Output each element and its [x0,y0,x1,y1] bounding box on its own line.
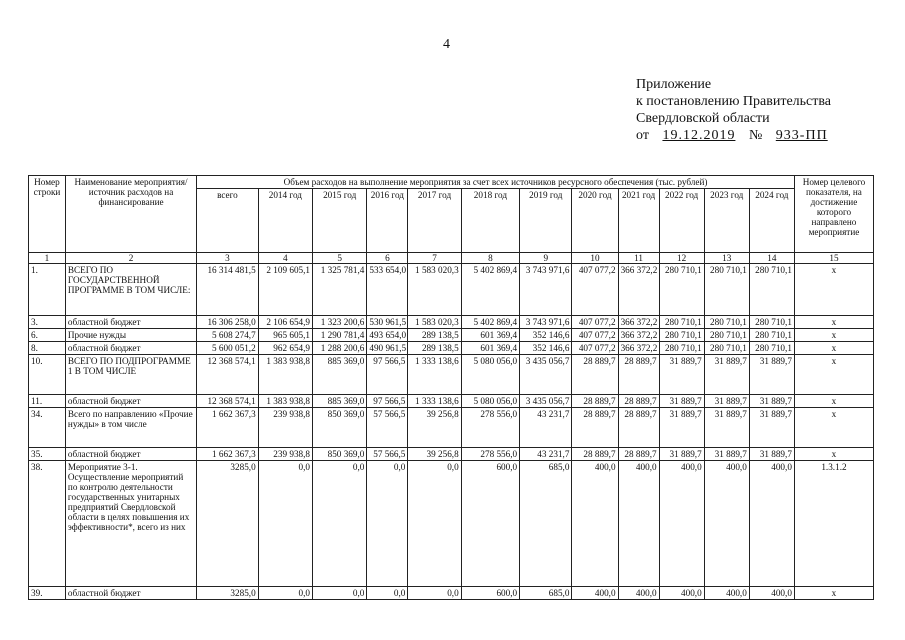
row-year-value-cell: 1 325 781,4 [313,264,367,316]
row-year-value-cell: 400,0 [618,461,659,587]
row-target-cell: x [794,264,873,316]
table-row [29,395,874,408]
header-year: 2022 год [659,189,704,253]
row-year-value-cell: 5 080 056,0 [461,395,519,408]
column-number: 7 [408,253,461,264]
header-year: 2021 год [618,189,659,253]
row-year-value-cell: 3 435 056,7 [520,395,572,408]
row-name-cell: Всего по направлению «Прочие нужды» в том числе [65,408,196,448]
column-number: 10 [572,253,618,264]
row-year-value-cell: 280 710,1 [704,342,749,355]
row-year-value-cell: 28 889,7 [618,408,659,448]
header-year: 2024 год [749,189,794,253]
row-year-value-cell: 1 383 938,8 [258,355,312,395]
row-year-value-cell: 280 710,1 [659,342,704,355]
column-number: 11 [618,253,659,264]
row-year-value-cell: 400,0 [659,587,704,600]
row-year-value-cell: 685,0 [520,587,572,600]
row-year-value-cell: 28 889,7 [618,448,659,461]
row-year-value-cell: 280 710,1 [704,264,749,316]
row-year-value-cell: 407 077,2 [572,342,618,355]
row-year-value-cell: 352 146,6 [520,342,572,355]
row-year-value-cell: 3 435 056,7 [520,355,572,395]
row-target-cell: x [794,448,873,461]
header-total: всего [197,189,259,253]
table-row [29,587,874,600]
row-year-value-cell: 0,0 [367,587,408,600]
decree-date: 19.12.2019 [662,128,736,143]
column-number: 12 [659,253,704,264]
row-year-value-cell: 289 138,5 [408,342,461,355]
row-number-cell: 35. [29,448,66,461]
row-year-value-cell: 493 654,0 [367,329,408,342]
row-year-value-cell: 600,0 [461,587,519,600]
row-year-value-cell: 885 369,0 [313,355,367,395]
row-year-value-cell: 400,0 [618,587,659,600]
column-number: 5 [313,253,367,264]
row-year-value-cell: 400,0 [704,461,749,587]
table-row [29,461,874,587]
row-year-value-cell: 31 889,7 [749,355,794,395]
row-year-value-cell: 239 938,8 [258,408,312,448]
row-number-cell: 34. [29,408,66,448]
table-row [29,264,874,316]
appendix-block [636,76,838,144]
row-total-cell: 12 368 574,1 [197,395,259,408]
row-year-value-cell: 2 109 605,1 [258,264,312,316]
row-number-cell: 10. [29,355,66,395]
row-name-cell: областной бюджет [65,395,196,408]
row-year-value-cell: 57 566,5 [367,408,408,448]
column-number: 2 [65,253,196,264]
column-number: 14 [749,253,794,264]
row-year-value-cell: 1 583 020,3 [408,264,461,316]
row-year-value-cell: 31 889,7 [749,448,794,461]
row-year-value-cell: 278 556,0 [461,408,519,448]
column-number-row [29,253,874,264]
row-year-value-cell: 57 566,5 [367,448,408,461]
row-number-cell: 8. [29,342,66,355]
column-number: 9 [520,253,572,264]
row-year-value-cell: 0,0 [408,461,461,587]
appendix-line-1: Приложение [636,77,712,92]
row-year-value-cell: 965 605,1 [258,329,312,342]
row-year-value-cell: 31 889,7 [749,395,794,408]
row-year-value-cell: 31 889,7 [659,408,704,448]
row-year-value-cell: 400,0 [749,587,794,600]
header-year: 2015 год [313,189,367,253]
row-number-cell: 1. [29,264,66,316]
row-year-value-cell: 289 138,5 [408,329,461,342]
row-name-cell: Мероприятие 3-1. Осуществление мероприятий по контролю деятельности государственных унитарных предприятий Свердловской области в целях повышения их эффективности*, всего из них [65,461,196,587]
row-year-value-cell: 0,0 [258,587,312,600]
row-year-value-cell: 5 402 869,4 [461,316,519,329]
row-year-value-cell: 366 372,2 [618,264,659,316]
row-target-cell: 1.3.1.2 [794,461,873,587]
row-year-value-cell: 28 889,7 [572,395,618,408]
row-year-value-cell: 1 583 020,3 [408,316,461,329]
row-total-cell: 12 368 574,1 [197,355,259,395]
row-year-value-cell: 1 323 200,6 [313,316,367,329]
table-row [29,355,874,395]
row-target-cell: x [794,355,873,395]
row-year-value-cell: 366 372,2 [618,316,659,329]
table-row [29,408,874,448]
row-total-cell: 1 662 367,3 [197,448,259,461]
table-row [29,342,874,355]
row-year-value-cell: 28 889,7 [618,395,659,408]
header-year: 2014 год [258,189,312,253]
row-year-value-cell: 3 743 971,6 [520,316,572,329]
row-year-value-cell: 400,0 [749,461,794,587]
row-year-value-cell: 280 710,1 [749,264,794,316]
header-year: 2018 год [461,189,519,253]
row-total-cell: 5 600 051,2 [197,342,259,355]
row-name-cell: ВСЕГО ПО ПОДПРОГРАММЕ 1 В ТОМ ЧИСЛЕ [65,355,196,395]
row-year-value-cell: 43 231,7 [520,448,572,461]
row-year-value-cell: 31 889,7 [704,395,749,408]
row-number-cell: 39. [29,587,66,600]
row-year-value-cell: 407 077,2 [572,329,618,342]
header-year: 2016 год [367,189,408,253]
row-year-value-cell: 530 961,5 [367,316,408,329]
row-year-value-cell: 31 889,7 [749,408,794,448]
row-target-cell: x [794,587,873,600]
column-number: 3 [197,253,259,264]
row-year-value-cell: 601 369,4 [461,342,519,355]
row-year-value-cell: 43 231,7 [520,408,572,448]
column-number: 4 [258,253,312,264]
row-year-value-cell: 850 369,0 [313,448,367,461]
row-year-value-cell: 39 256,8 [408,408,461,448]
row-name-cell: областной бюджет [65,587,196,600]
row-year-value-cell: 278 556,0 [461,448,519,461]
row-year-value-cell: 1 333 138,6 [408,355,461,395]
appendix-line-2: к постановлению Правительства [636,94,832,109]
row-year-value-cell: 5 402 869,4 [461,264,519,316]
row-total-cell: 16 314 481,5 [197,264,259,316]
row-year-value-cell: 31 889,7 [704,448,749,461]
row-number-cell: 6. [29,329,66,342]
row-year-value-cell: 400,0 [572,461,618,587]
row-year-value-cell: 885 369,0 [313,395,367,408]
table-row [29,448,874,461]
row-year-value-cell: 28 889,7 [572,408,618,448]
row-year-value-cell: 962 654,9 [258,342,312,355]
row-year-value-cell: 400,0 [659,461,704,587]
column-number: 13 [704,253,749,264]
row-year-value-cell: 366 372,2 [618,329,659,342]
row-year-value-cell: 97 566,5 [367,395,408,408]
row-number-cell: 11. [29,395,66,408]
row-year-value-cell: 31 889,7 [659,448,704,461]
row-year-value-cell: 280 710,1 [704,316,749,329]
row-year-value-cell: 28 889,7 [618,355,659,395]
row-year-value-cell: 0,0 [408,587,461,600]
row-year-value-cell: 685,0 [520,461,572,587]
header-year: 2017 год [408,189,461,253]
row-name-cell: областной бюджет [65,448,196,461]
row-year-value-cell: 400,0 [704,587,749,600]
table-row [29,316,874,329]
row-year-value-cell: 28 889,7 [572,448,618,461]
column-number: 15 [794,253,873,264]
row-year-value-cell: 0,0 [313,461,367,587]
row-total-cell: 16 306 258,0 [197,316,259,329]
row-year-value-cell: 239 938,8 [258,448,312,461]
header-name: Наименование мероприятия/источник расходов на финансирование [65,176,196,253]
row-year-value-cell: 2 106 654,9 [258,316,312,329]
row-year-value-cell: 352 146,6 [520,329,572,342]
appendix-date-line [636,127,838,144]
row-year-value-cell: 280 710,1 [659,329,704,342]
row-year-value-cell: 1 290 781,4 [313,329,367,342]
row-target-cell: x [794,329,873,342]
row-year-value-cell: 39 256,8 [408,448,461,461]
row-year-value-cell: 1 333 138,6 [408,395,461,408]
row-name-cell: областной бюджет [65,342,196,355]
row-year-value-cell: 31 889,7 [659,395,704,408]
row-year-value-cell: 1 288 200,6 [313,342,367,355]
page-number: 4 [443,37,450,52]
column-number: 8 [461,253,519,264]
row-total-cell: 3285,0 [197,587,259,600]
row-year-value-cell: 28 889,7 [572,355,618,395]
row-year-value-cell: 280 710,1 [749,342,794,355]
header-year: 2023 год [704,189,749,253]
row-year-value-cell: 533 654,0 [367,264,408,316]
row-year-value-cell: 407 077,2 [572,316,618,329]
row-year-value-cell: 600,0 [461,461,519,587]
row-year-value-cell: 601 369,4 [461,329,519,342]
appendix-line-3: Свердловской области [636,111,770,126]
row-total-cell: 1 662 367,3 [197,408,259,448]
row-year-value-cell: 280 710,1 [659,316,704,329]
row-year-value-cell: 280 710,1 [659,264,704,316]
row-year-value-cell: 1 383 938,8 [258,395,312,408]
row-year-value-cell: 31 889,7 [704,355,749,395]
row-year-value-cell: 280 710,1 [749,316,794,329]
row-year-value-cell: 0,0 [367,461,408,587]
number-prefix: № [748,128,763,143]
row-year-value-cell: 407 077,2 [572,264,618,316]
row-target-cell: x [794,408,873,448]
row-target-cell: x [794,342,873,355]
column-number: 1 [29,253,66,264]
header-row-number: Номер строки [29,176,66,253]
row-year-value-cell: 400,0 [572,587,618,600]
date-prefix: от [636,128,649,143]
row-target-cell: x [794,395,873,408]
row-total-cell: 5 608 274,7 [197,329,259,342]
header-volume: Объем расходов на выполнение мероприятия за счет всех источников ресурсного обеспечения (тыс. рублей) [197,176,795,189]
header-row-1 [29,176,874,189]
row-year-value-cell: 0,0 [258,461,312,587]
row-year-value-cell: 31 889,7 [704,408,749,448]
row-name-cell: ВСЕГО ПО ГОСУДАРСТВЕННОЙ ПРОГРАММЕ В ТОМ ЧИСЛЕ: [65,264,196,316]
row-name-cell: областной бюджет [65,316,196,329]
row-name-cell: Прочие нужды [65,329,196,342]
row-year-value-cell: 97 566,5 [367,355,408,395]
row-year-value-cell: 280 710,1 [704,329,749,342]
row-year-value-cell: 280 710,1 [749,329,794,342]
decree-number: 933-ПП [775,128,828,143]
row-year-value-cell: 850 369,0 [313,408,367,448]
row-number-cell: 38. [29,461,66,587]
row-year-value-cell: 490 961,5 [367,342,408,355]
row-year-value-cell: 0,0 [313,587,367,600]
row-year-value-cell: 31 889,7 [659,355,704,395]
row-total-cell: 3285,0 [197,461,259,587]
row-target-cell: x [794,316,873,329]
header-target: Номер целевого показателя, на достижение которого направлено мероприятие [794,176,873,253]
column-number: 6 [367,253,408,264]
row-year-value-cell: 3 743 971,6 [520,264,572,316]
header-year: 2020 год [572,189,618,253]
row-number-cell: 3. [29,316,66,329]
row-year-value-cell: 366 372,2 [618,342,659,355]
table-row [29,329,874,342]
expenditure-table [28,175,874,600]
row-year-value-cell: 5 080 056,0 [461,355,519,395]
header-year: 2019 год [520,189,572,253]
